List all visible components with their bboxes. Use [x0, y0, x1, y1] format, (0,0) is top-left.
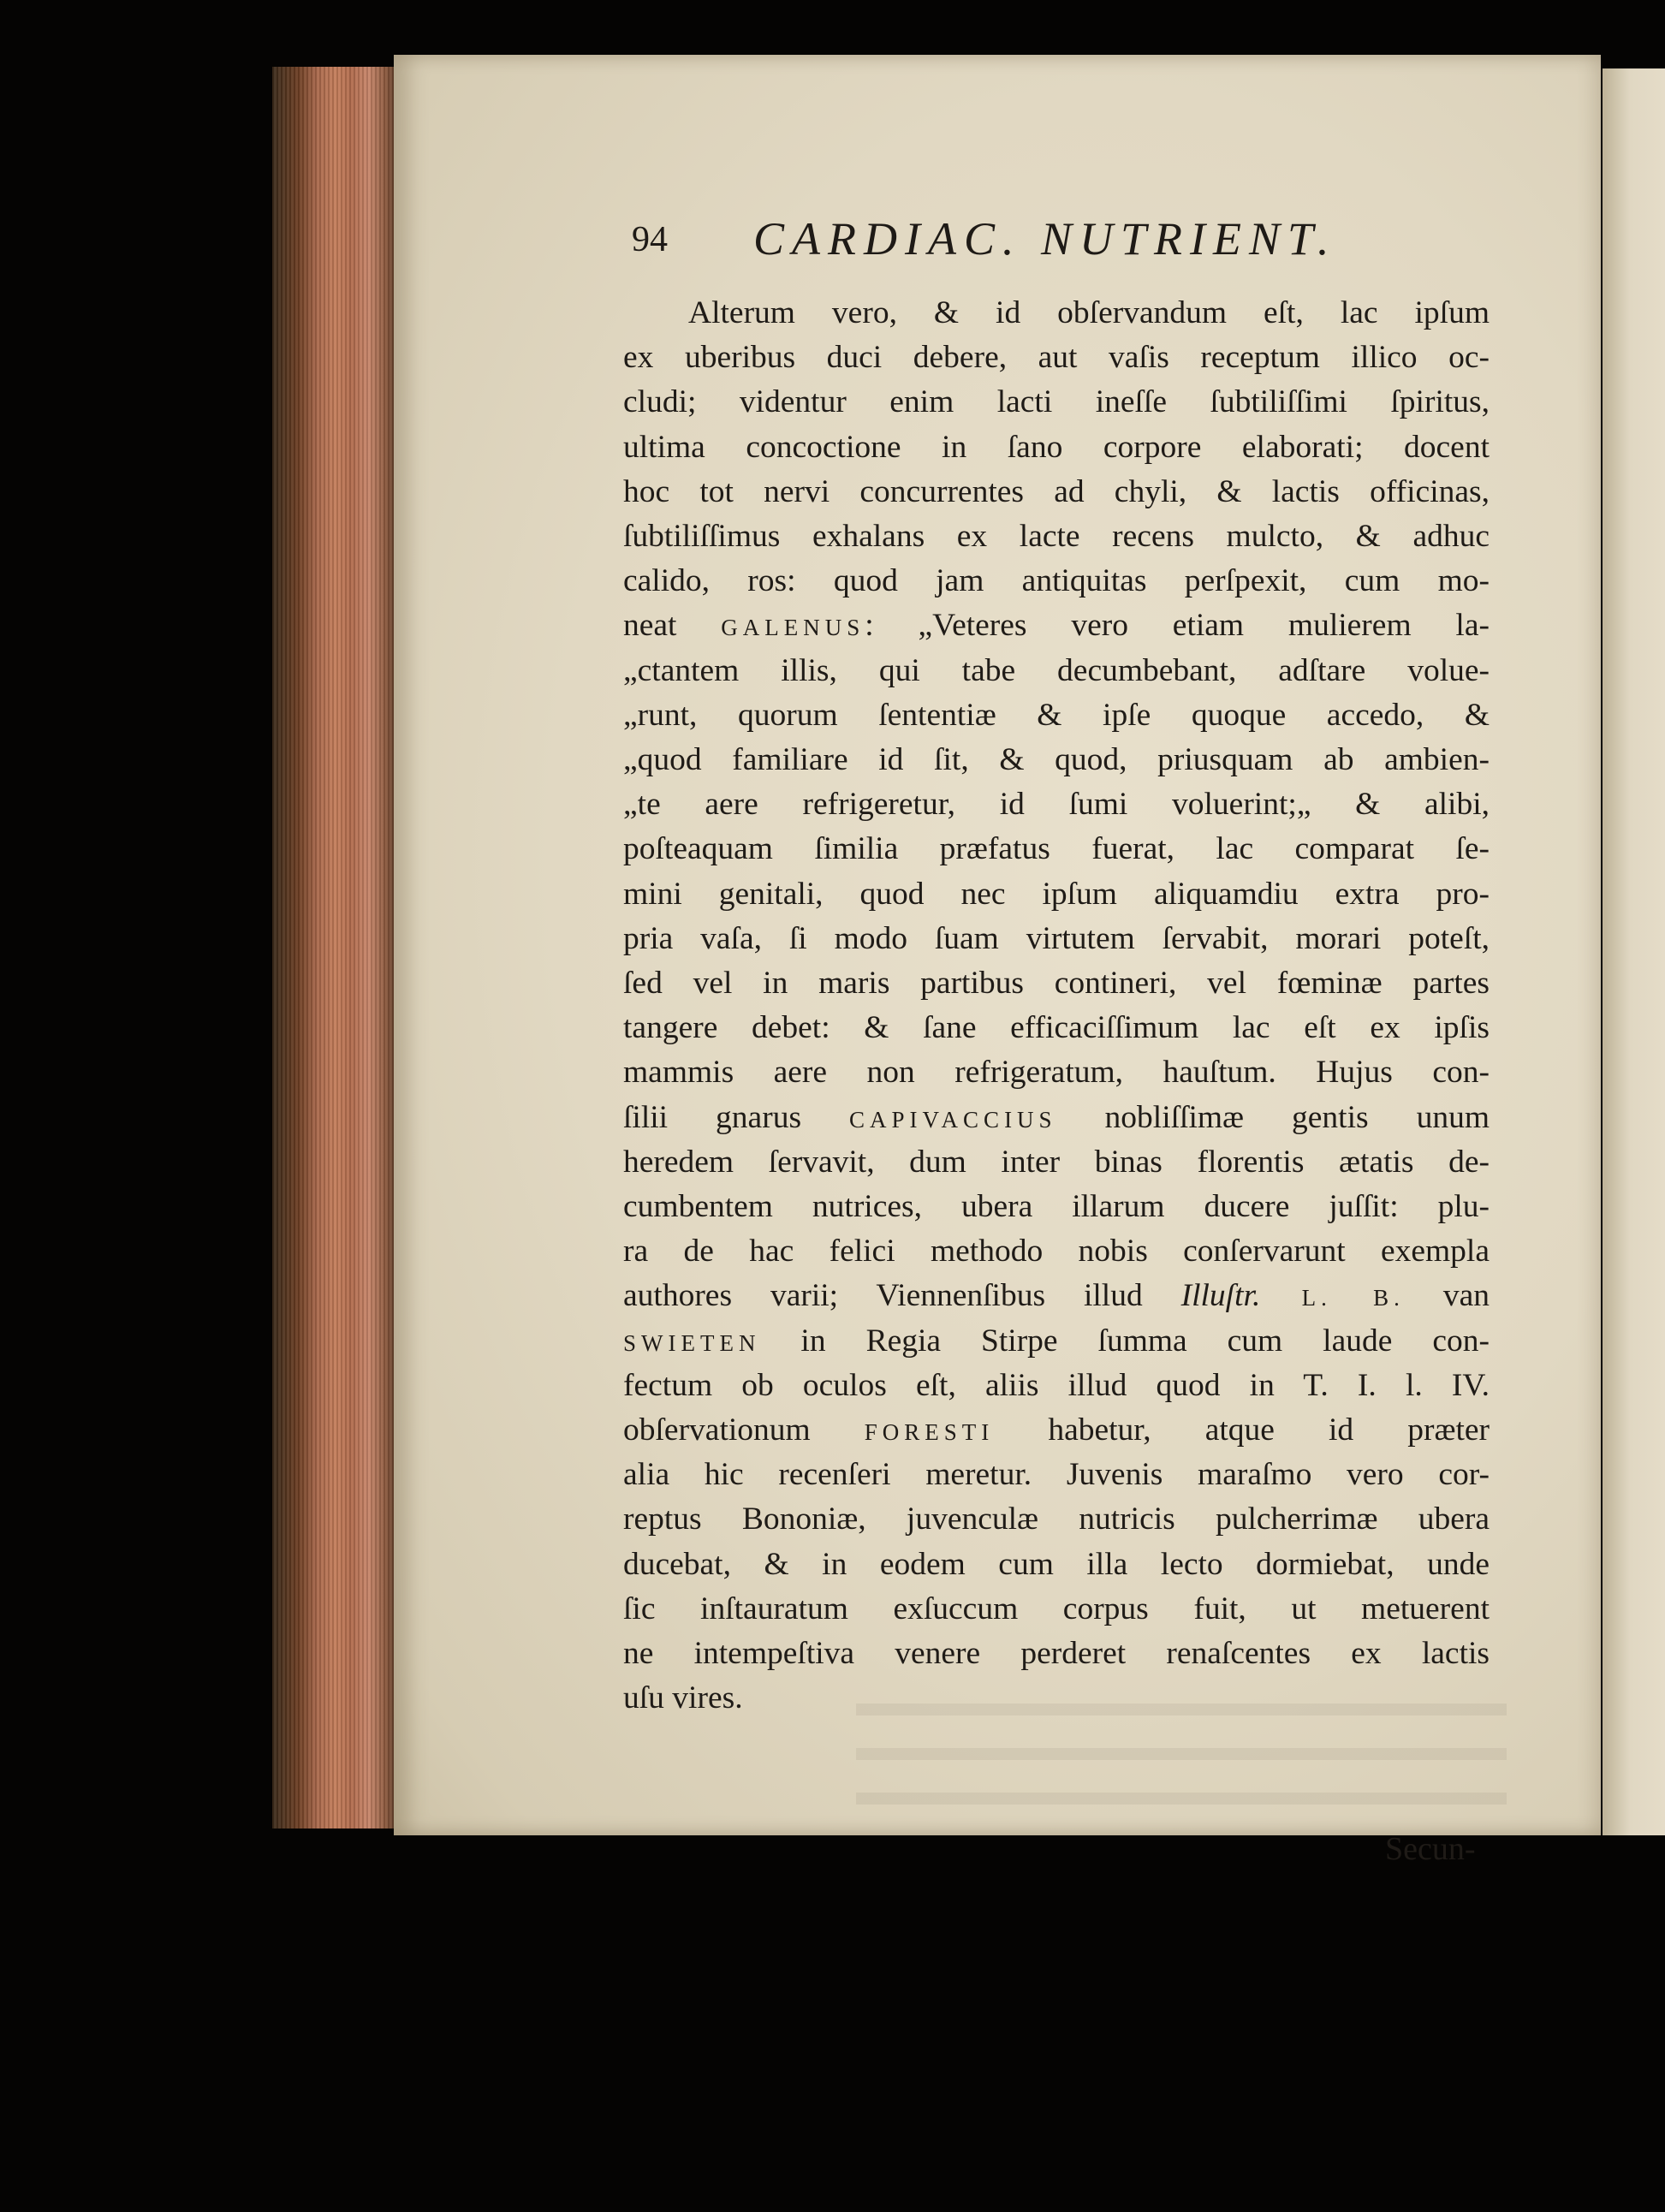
line-text: alia hic recenſeri meretur. Juvenis maraſmo vero cor- [623, 1457, 1490, 1492]
text-line [623, 827, 1490, 871]
line-text: authores varii; Viennenſibus illud [623, 1278, 1181, 1313]
line-text: tangere debet: & ſane efficaciſſimum lac eſt ex ipſis [623, 1010, 1490, 1045]
text-line [623, 872, 1490, 917]
italic-term: Illuſtr. [1180, 1278, 1261, 1313]
line-text: ex uberibus duci debere, aut vaſis receptum illico oc- [623, 340, 1490, 375]
line-text: poſteaquam ſimilia præfatus fuerat, lac comparat ſe- [623, 831, 1490, 866]
line-text: heredem ſervavit, dum inter binas florentis ætatis de- [623, 1145, 1490, 1180]
text-line [623, 514, 1490, 559]
text-line [623, 1319, 1490, 1364]
text-line [623, 1006, 1490, 1050]
line-text: ne intempeſtiva venere perderet renaſcentes ex lactis [623, 1636, 1490, 1671]
page-block-edge [272, 67, 401, 1828]
page-number: 94 [632, 220, 668, 259]
line-text: ultima concoctione in ſano corpore elaborati; docent [623, 430, 1490, 465]
line-text: „te aere refrigeretur, id ſumi voluerint;„ & alibi, [623, 787, 1490, 822]
line-text: pria vaſa, ſi modo ſuam virtutem ſervabit, morari poteſt, [623, 921, 1490, 956]
text-line [623, 1364, 1490, 1408]
text-line [623, 425, 1490, 470]
text-line [623, 336, 1490, 380]
text-line [623, 291, 1490, 336]
line-text: ſed vel in maris partibus contineri, vel fœminæ partes [623, 966, 1490, 1001]
text-line [623, 559, 1490, 604]
text-line [623, 1497, 1490, 1542]
line-text: neat [623, 608, 722, 643]
line-text: „runt, quorum ſententiæ & ipſe quoque accedo, & [623, 698, 1490, 733]
show-through [856, 1704, 1507, 1832]
line-text: reptus Bononiæ, juvenculæ nutricis pulcherrimæ ubera [623, 1501, 1490, 1537]
line-text: ſilii gnarus [623, 1100, 850, 1135]
line-text: calido, ros: quod jam antiquitas perſpexit, cum mo- [623, 563, 1490, 598]
line-text: : „Veteres vero etiam mulierem la- [865, 608, 1490, 643]
text-line [623, 961, 1490, 1006]
line-text: obſervationum [623, 1412, 865, 1448]
line-text: in Regia Stirpe ſumma cum laude con- [760, 1323, 1490, 1359]
text-line [623, 649, 1490, 693]
small-caps-name: SWIETEN [623, 1330, 761, 1356]
running-head-title: CARDIAC. NUTRIENT. [753, 213, 1337, 265]
text-line [623, 1050, 1490, 1095]
line-text: fectum ob oculos eſt, aliis illud quod in T. I. l. IV. [623, 1368, 1490, 1403]
line-text: hoc tot nervi concurrentes ad chyli, & lactis officinas, [623, 474, 1490, 509]
text-line [623, 1185, 1490, 1229]
text-line [623, 380, 1490, 425]
catchword: Secun- [1385, 1831, 1476, 1867]
text-line [623, 1632, 1490, 1676]
text-line [623, 917, 1490, 961]
small-caps-name: FORESTI [864, 1419, 995, 1445]
text-line [623, 1229, 1490, 1274]
line-text: ſic inſtauratum exſuccum corpus fuit, ut metuerent [623, 1591, 1490, 1626]
text-line [623, 738, 1490, 782]
text-line [623, 1543, 1490, 1587]
text-line [623, 470, 1490, 514]
text-line [623, 1096, 1490, 1140]
line-text: „quod familiare id ſit, & quod, priusquam ab ambien- [623, 742, 1490, 777]
running-head [632, 212, 1402, 272]
line-text: van [1404, 1278, 1490, 1313]
text-line [623, 1274, 1490, 1318]
text-line [623, 782, 1490, 827]
small-caps-name: L. B. [1260, 1285, 1405, 1311]
text-line [623, 1140, 1490, 1185]
text-line [623, 1453, 1490, 1497]
line-text: nobliſſimæ gentis unum [1056, 1100, 1490, 1135]
line-text: cumbentem nutrices, ubera illarum ducere juſſit: plu- [623, 1189, 1490, 1224]
text-line [623, 1587, 1490, 1632]
line-text: cludi; videntur enim lacti ineſſe ſubtiliſſimi ſpiritus, [623, 384, 1490, 419]
line-text: ducebat, & in eodem cum illa lecto dormiebat, unde [623, 1547, 1490, 1582]
text-line [623, 1676, 1490, 1721]
line-text: mammis aere non refrigeratum, hauſtum. Hujus con- [623, 1055, 1490, 1090]
line-text: Alterum vero, & id obſervandum eſt, lac ipſum [688, 295, 1490, 330]
text-line [623, 1408, 1490, 1453]
text-line [623, 693, 1490, 738]
line-text: „ctantem illis, qui tabe decumbebant, adſtare volue- [623, 653, 1490, 688]
small-caps-name: GALENUS [721, 615, 865, 640]
line-text: mini genitali, quod nec ipſum aliquamdiu extra pro- [623, 877, 1490, 912]
line-text: habetur, atque id præter [994, 1412, 1490, 1448]
line-text: ſubtiliſſimus exhalans ex lacte recens mulcto, & adhuc [623, 519, 1490, 554]
small-caps-name: CAPIVACCIUS [849, 1107, 1057, 1133]
text-line [623, 604, 1490, 648]
line-text: ra de hac felici methodo nobis conſervarunt exempla [623, 1234, 1490, 1269]
line-text: uſu vires. [623, 1680, 743, 1715]
facing-page-edge [1603, 68, 1665, 1835]
